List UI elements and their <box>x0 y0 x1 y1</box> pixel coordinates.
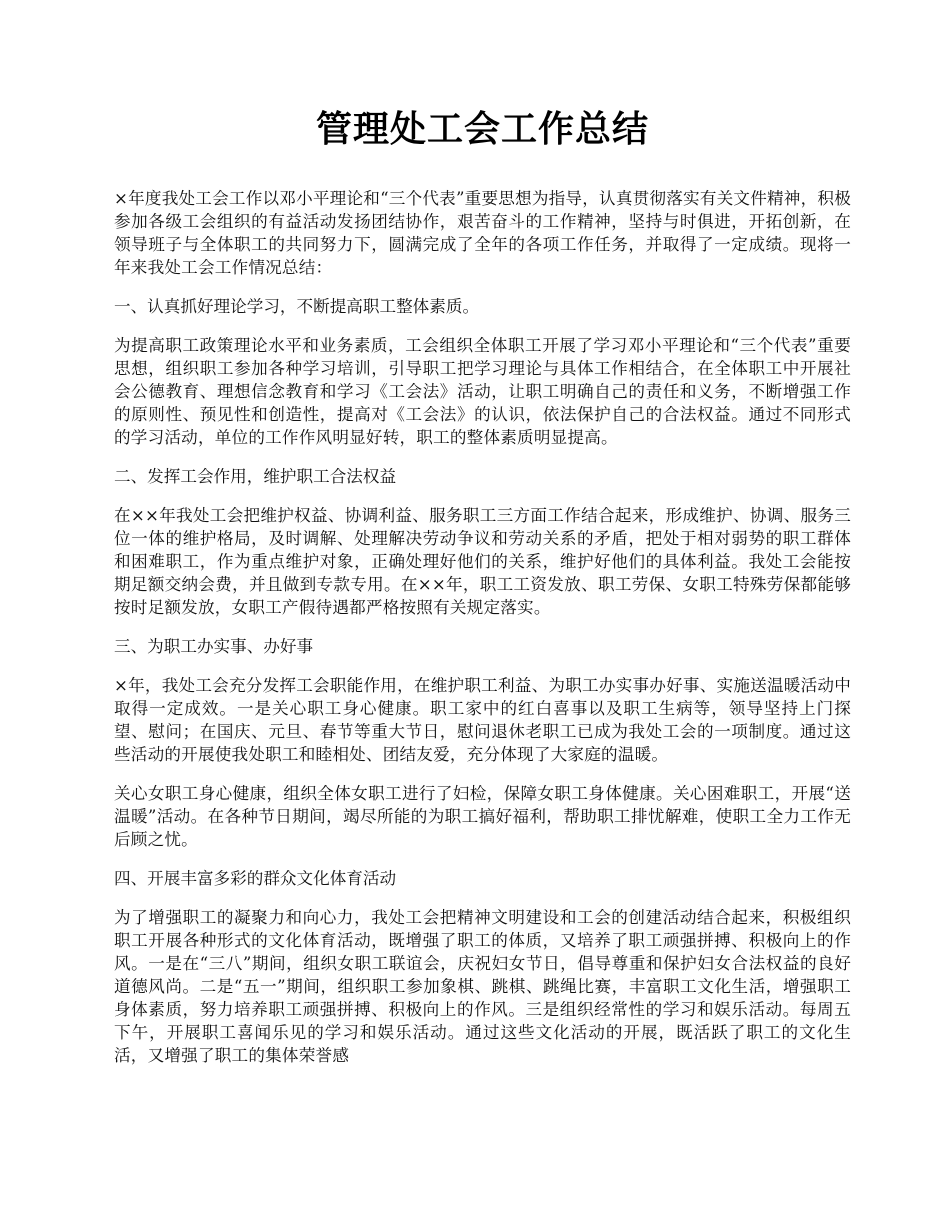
section-3-paragraph-2: 关心女职工身心健康，组织全体女职工进行了妇检，保障女职工身体健康。关心困难职工，开展“送温暖”活动。在各种节日期间，竭尽所能的为职工搞好福利，帮助职工排忧解难，使职工全力工作无后顾之忧。 <box>114 784 851 850</box>
section-4-paragraph: 为了增强职工的凝聚力和向心力，我处工会把精神文明建设和工会的创建活动结合起来，积极组织职工开展各种形式的文化体育活动，既增强了职工的体质，又培养了职工顽强拼搏、积极向上的作风。一是在“三八”期间，组织女职工联谊会，庆祝妇女节日，倡导尊重和保护妇女合法权益的良好道德风尚。二是“五一”期间，组织职工参加象棋、跳棋、跳绳比赛，丰富职工文化生活，增强职工身体素质，努力培养职工顽强拼搏、积极向上的作风。三是组织经常性的学习和娱乐活动。每周五下午，开展职工喜闻乐见的学习和娱乐活动。通过这些文化活动的开展，既活跃了职工的文化生活，又增强了职工的集体荣誉感 <box>114 908 851 1066</box>
section-1-paragraph: 为提高职工政策理论水平和业务素质，工会组织全体职工开展了学习邓小平理论和“三个代表”重要思想，组织职工参加各种学习培训，引导职工把学习理论与具体工作相结合，在全体职工中开展社会公德教育、理想信念教育和学习《工会法》活动，让职工明确自己的责任和义务，不断增强工作的原则性、预见性和创造性，提高对《工会法》的认识，依法保护自己的合法权益。通过不同形式的学习活动，单位的工作作风明显好转，职工的整体素质明显提高。 <box>114 336 851 448</box>
document-title: 管理处工会工作总结 <box>315 108 649 150</box>
document-page <box>114 108 851 1083</box>
section-heading-1: 一、认真抓好理论学习，不断提高职工整体素质。 <box>114 297 480 317</box>
intro-paragraph: ×年度我处工会工作以邓小平理论和“三个代表”重要思想为指导，认真贯彻落实有关文件精神，积极参加各级工会组织的有益活动发扬团结协作，艰苦奋斗的工作精神，坚持与时俱进，开拓创新，在领导班子与全体职工的共同努力下，圆满完成了全年的各项工作任务，并取得了一定成绩。现将一年来我处工会工作情况总结： <box>114 189 851 278</box>
section-2-paragraph: 在××年我处工会把维护权益、协调利益、服务职工三方面工作结合起来，形成维护、协调、服务三位一体的维护格局，及时调解、处理解决劳动争议和劳动关系的矛盾，把处于相对弱势的职工群体和困难职工，作为重点维护对象，正确处理好他们的关系，维护好他们的具体利益。我处工会能按期足额交纳会费，并且做到专款专用。在××年，职工工资发放、职工劳保、女职工特殊劳保都能够按时足额发放，女职工产假待遇都严格按照有关规定落实。 <box>114 506 851 618</box>
section-heading-3: 三、为职工办实事、办好事 <box>114 637 314 657</box>
section-3-paragraph-1: ×年，我处工会充分发挥工会职能作用，在维护职工利益、为职工办实事办好事、实施送温暖活动中取得一定成效。一是关心职工身心健康。职工家中的红白喜事以及职工生病等，领导坚持上门探望、慰问；在国庆、元旦、春节等重大节日，慰问退休老职工已成为我处工会的一项制度。通过这些活动的开展使我处职工和睦相处、团结友爱，充分体现了大家庭的温暖。 <box>114 676 851 765</box>
section-heading-4: 四、开展丰富多彩的群众文化体育活动 <box>114 869 397 889</box>
section-heading-2: 二、发挥工会作用，维护职工合法权益 <box>114 467 397 487</box>
